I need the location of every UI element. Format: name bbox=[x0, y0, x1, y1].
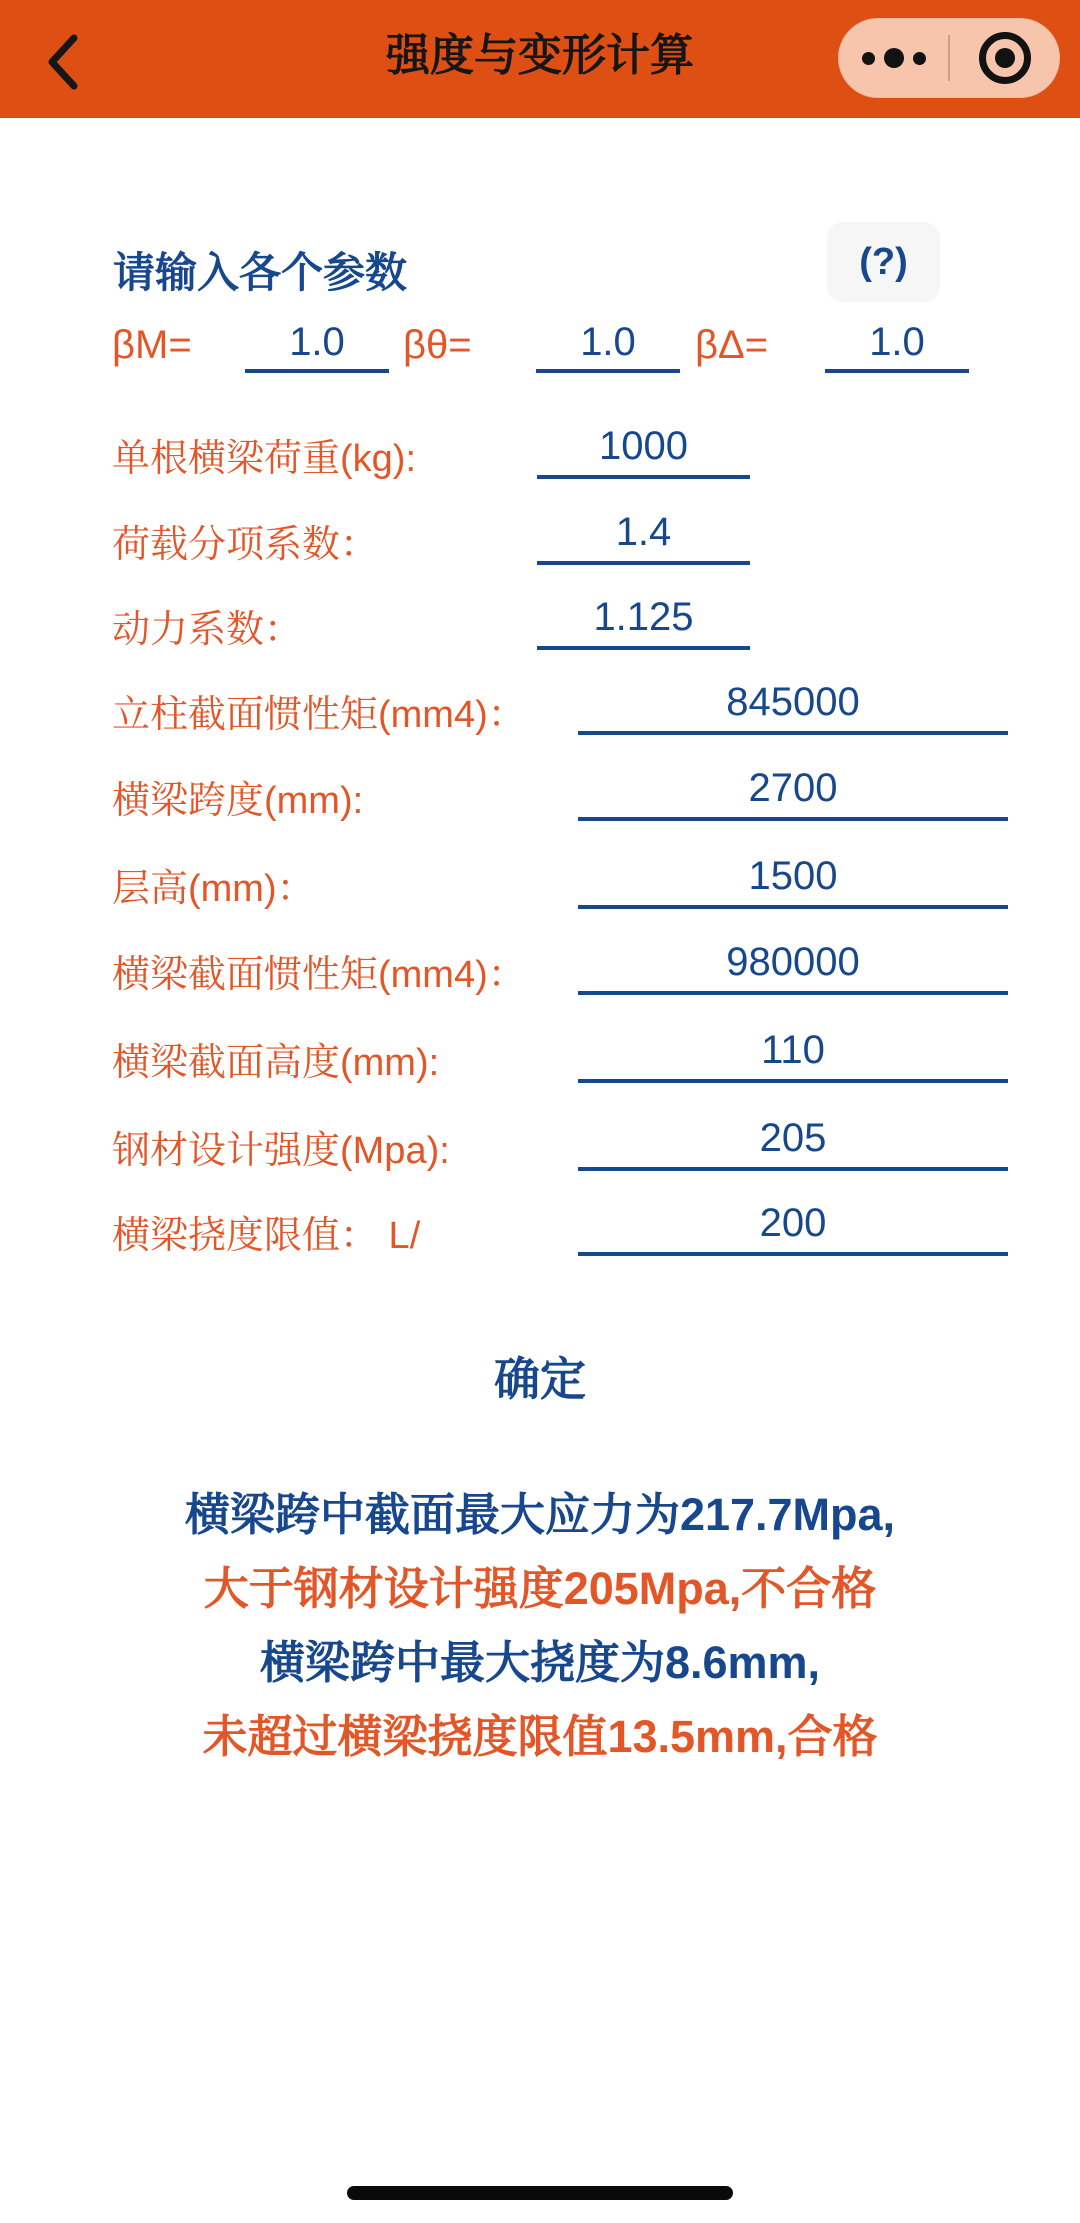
field-row-deflection-limit bbox=[0, 1194, 1080, 1268]
more-button[interactable] bbox=[839, 19, 948, 97]
column-inertia-input[interactable] bbox=[578, 673, 1008, 735]
record-circle-icon bbox=[979, 32, 1031, 84]
field-row-story-height bbox=[0, 847, 1080, 921]
steel-strength-input[interactable] bbox=[578, 1109, 1008, 1171]
field-label: 钢材设计强度(Mpa): bbox=[112, 1130, 450, 1172]
field-row-beam-inertia bbox=[0, 933, 1080, 1007]
field-label: 荷载分项系数： bbox=[112, 524, 379, 566]
exit-button[interactable] bbox=[950, 19, 1059, 97]
field-label: 横梁跨度(mm): bbox=[112, 780, 364, 822]
wechat-capsule bbox=[838, 18, 1060, 98]
field-row-load-factor bbox=[0, 503, 1080, 577]
nav-bar bbox=[0, 0, 1080, 118]
field-label: 立柱截面惯性矩(mm4)： bbox=[112, 694, 526, 736]
field-row-column-inertia bbox=[0, 673, 1080, 747]
page-title: 强度与变形计算 bbox=[386, 31, 694, 80]
beta-theta-label: βθ= bbox=[403, 323, 472, 367]
result-deflection-value: 横梁跨中最大挠度为8.6mm, bbox=[259, 1637, 821, 1688]
field-row-beam-load bbox=[0, 417, 1080, 491]
beam-section-height-input[interactable] bbox=[578, 1021, 1008, 1083]
beta-m-label: βM= bbox=[112, 323, 192, 367]
beta-theta-input[interactable] bbox=[536, 315, 680, 373]
field-row-beam-span bbox=[0, 759, 1080, 833]
result-stress-verdict: 大于钢材设计强度205Mpa,不合格 bbox=[203, 1563, 877, 1614]
load-factor-input[interactable] bbox=[537, 503, 750, 565]
beam-load-input[interactable] bbox=[537, 417, 750, 479]
field-label: 动力系数： bbox=[112, 609, 303, 651]
field-label: 横梁截面高度(mm): bbox=[112, 1042, 440, 1084]
field-label: 层高(mm)： bbox=[112, 868, 315, 910]
field-row-dynamic-factor bbox=[0, 588, 1080, 662]
field-label: 横梁截面惯性矩(mm4)： bbox=[112, 954, 526, 996]
calculation-results bbox=[0, 1478, 1080, 1774]
result-deflection-verdict: 未超过横梁挠度限值13.5mm,合格 bbox=[202, 1711, 878, 1762]
deflection-limit-input[interactable] bbox=[578, 1194, 1008, 1256]
field-row-beam-section-height bbox=[0, 1021, 1080, 1095]
confirm-button[interactable]: 确定 bbox=[0, 1342, 1080, 1410]
beta-delta-label: βΔ= bbox=[695, 323, 769, 367]
beam-span-input[interactable] bbox=[578, 759, 1008, 821]
dynamic-factor-input[interactable] bbox=[537, 588, 750, 650]
result-stress-value: 横梁跨中截面最大应力为217.7Mpa, bbox=[184, 1489, 896, 1540]
help-button[interactable]: (?) bbox=[827, 222, 940, 302]
beta-coefficients-row bbox=[0, 315, 1080, 385]
field-label: 单根横梁荷重(kg): bbox=[112, 438, 417, 480]
ellipsis-icon bbox=[862, 48, 926, 68]
field-row-steel-strength bbox=[0, 1109, 1080, 1183]
form-heading: 请输入各个参数 bbox=[113, 249, 408, 296]
beam-inertia-input[interactable] bbox=[578, 933, 1008, 995]
beta-delta-input[interactable] bbox=[825, 315, 969, 373]
story-height-input[interactable] bbox=[578, 847, 1008, 909]
beta-m-input[interactable] bbox=[245, 315, 389, 373]
home-indicator bbox=[347, 2186, 733, 2200]
field-label: 横梁挠度限值： L/ bbox=[112, 1215, 421, 1257]
